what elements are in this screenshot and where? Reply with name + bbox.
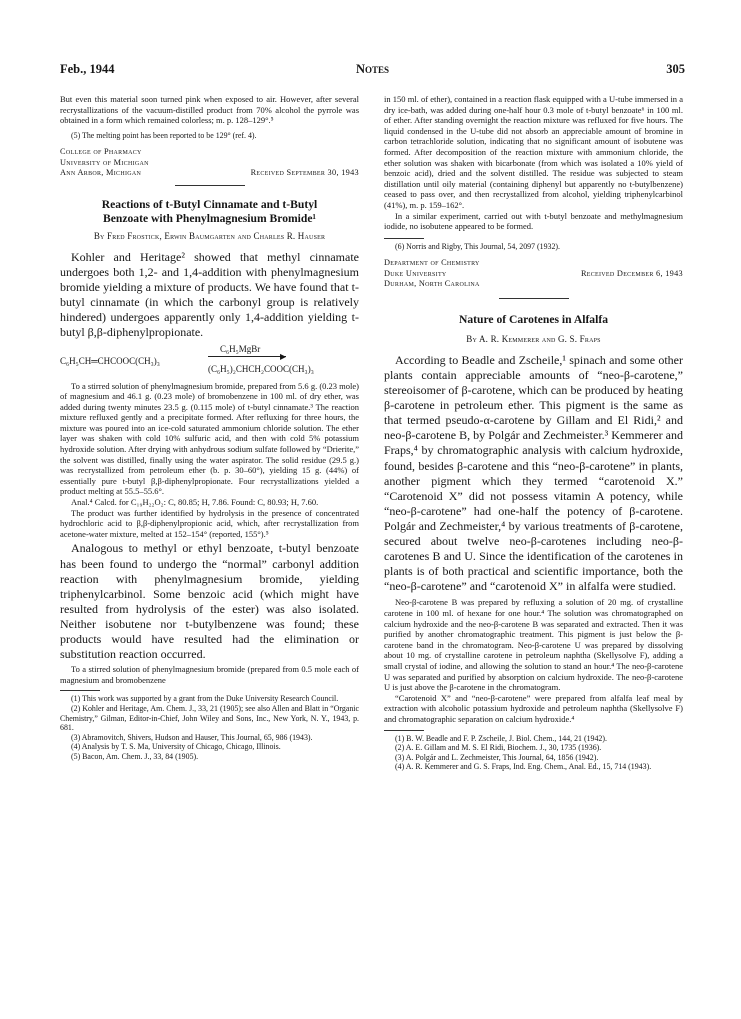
analysis-paragraph: Anal.⁴ Calcd. for C₁₉H₂₂O₂: C, 80.85; H, 7.86. Found: C, 80.93; H, 7.60.	[71, 497, 319, 508]
affiliation-block	[384, 258, 683, 289]
affiliation-line: Duke University	[384, 268, 447, 278]
experimental-paragraph: To a stirred solution of phenylmagnesium bromide (prepared from 0.5 mole each of magnesium and bromobenzene	[60, 664, 359, 685]
affiliation-line: University of Michigan	[60, 157, 149, 167]
footnote: (3) A. Polgár and L. Zechmeister, This Journal, 64, 1856 (1942).	[395, 752, 599, 762]
footnote: (1) B. W. Beadle and F. P. Zscheile, J. Biol. Chem., 144, 21 (1942).	[395, 733, 607, 743]
affiliation-line: Ann Arbor, Michigan	[60, 167, 142, 177]
reagent-formula: C₆H₅MgBr	[220, 343, 261, 354]
issue-date: Feb., 1944	[60, 62, 115, 76]
footnotes	[384, 734, 683, 772]
footnote-6: (6) Norris and Rigby, This Journal, 54, 2097 (1932).	[395, 241, 561, 251]
footnote-divider	[384, 730, 424, 731]
author-byline: By Fred Frostick, Erwin Baumgarten and Charles R. Hauser	[93, 230, 326, 241]
footnote-divider	[384, 238, 424, 239]
experimental-paragraph: “Carotenoid X” and “neo-β-carotene” were prepared from alfalfa leaf meal by extraction with alcoholic potassium hydroxide and petroleum naphtha (Skellysolve F) and chromatographic separation on calcium hydroxide.⁴	[384, 692, 683, 724]
left-column	[60, 94, 359, 762]
body-paragraph: Analogous to methyl or ethyl benzoate, t-butyl benzoate has been found to undergo the “normal” carbonyl addition reaction with phenylmagnesium bromide, yielding triphenylcarbinol. Some benzoic acid (which might have resulted from hydrolysis of the ester) was also isolated. Neither isobutene nor t-butylbenzene was found; these products would have resulted had the elimination or substitution reaction occurred.	[60, 541, 359, 662]
received-date: Received December 6, 1943	[580, 268, 683, 278]
article-title: Reactions of t-Butyl Cinnamate and t-Butyl	[101, 197, 318, 211]
reaction-arrow	[208, 356, 286, 357]
received-date: Received September 30, 1943	[250, 167, 359, 177]
product-formula: (C₆H₅)₂CHCH₂COOC(CH₃)₃	[208, 363, 314, 374]
affiliation-line: Department of Chemistry	[384, 258, 480, 268]
article-title: Benzoate with Phenylmagnesium Bromide¹	[103, 211, 316, 225]
intro-paragraph: According to Beadle and Zscheile,¹ spinach and some other plants contain appreciable amounts of “neo-β-carotene,” stereoisomer of β-carotene, which can be produced by heating β-carotene in petroleum ether. This pigment is the same as that termed pseudo-α-carotene by Gillam and El Ridi,² and neo-β-carotene B, by Polgár and Zechmeister.³ Kemmerer and Fraps,⁴ by chromatographic analysis with calcium hydroxide, found, besides β-carotene and this “neo-β-carotene” in plants, another pigment which they termed “carotenoid X.” “Carotenoid X” did not possess vitamin A potency, while “neo-β-carotene” had one-half the potency of β-carotene. Polgár and Zechmeister,⁴ by various treatments of β-carotene, secured about twelve neo-β-carotenes including neo-β-carotenes B and U. Since the identification of the carotenes in plants is of both practical and scientific importance, both the “neo-β-carotene” and “carotenoid X” in alfalfa were studied.	[384, 352, 683, 594]
author-byline: By A. R. Kemmerer and G. S. Fraps	[466, 333, 601, 344]
footnote: (2) A. E. Gillam and M. S. El Ridi, Biochem. J., 30, 1735 (1936).	[395, 743, 602, 753]
body-paragraph: In a similar experiment, carried out with t-butyl benzoate and methylmagnesium iodide, no isobutene appeared to be formed.	[384, 210, 683, 232]
article-divider	[175, 185, 245, 186]
right-column	[384, 94, 683, 772]
footnote: (2) Kohler and Heritage, Am. Chem. J., 33, 21 (1905); see also Allen and Blatt in “Organic Chemistry,” Gilman, Editor-in-Chief, John Wiley and Sons, Inc., New York, N. Y., 1943, p. 681.	[60, 703, 359, 733]
running-header	[60, 62, 685, 80]
experimental-paragraph: Neo-β-carotene B was prepared by refluxing a solution of 20 mg. of crystalline carotene in 100 ml. of hexane for one hour.⁴ The solution was chromatographed on calcium hydroxide and the neo-β-carotene B was separated and extracted. Then it was purified by another chromatographic treatment. This pigment is just below the β-carotene band in the chromatogram. Neo-β-carotene U was prepared by dissolving about 10 mg. of crystalline carotene in petroleum naphtha (Skellysolve F), adding a small crystal of iodine, and allowing the solution to stand an hour.⁴ The neo-β-carotene U was separated and purified by absorption on calcium hydroxide. The neo-β-carotene U is just above the β-carotene in the chromatogram.	[384, 597, 683, 693]
footnotes	[60, 694, 359, 761]
footnote-5: (5) The melting point has been reported to be 129° (ref. 4).	[71, 130, 257, 140]
footnote: (4) A. R. Kemmerer and G. S. Fraps, Ind. Eng. Chem., Anal. Ed., 15, 714 (1943).	[395, 762, 652, 772]
experimental-paragraph: The product was further identified by hydrolysis in the presence of concentrated hydrochloric acid to β,β-diphenylpropionic acid, which, after recrystallization from acetone-water mixture, melted at 152–154° (reported, 155°).⁵	[60, 507, 359, 539]
continued-paragraph: But even this material soon turned pink when exposed to air. However, after several recrystallizations of the vacuum-distilled product from 70% alcohol the pyrrole was obtained in a form which remained colorless; m. p. 128–129°.⁵	[60, 94, 359, 126]
article-heading	[60, 198, 359, 242]
affiliation-line: College of Pharmacy	[60, 147, 142, 157]
continued-paragraph: in 150 ml. of ether), contained in a reaction flask equipped with a U-tube immersed in a dry ice-bath, was added during one-half hour 0.3 mole of t-butyl benzoate⁶ in 100 ml. of ether. After standing overnight the reaction mixture was refluxed for five hours. The liquid condensed in the U-tube did not absorb an appreciable amount of bromine in carbon tetrachloride solution, indicating that no significant amount of isobutene was formed. After decomposition of the reaction mixture with ammonium chloride, the ether solution was shaken with bicarbonate (from which was isolated a 10% yield of benzoic acid), dried and the solvent distilled. The residue was subjected to steam distillation until oily material (containing diphenyl but apparently no t-butylbenzene) ceased to pass over, and then recrystallized from alcohol, yielding triphenylcarbinol (41%), m. p. 159–162°.	[384, 94, 683, 210]
section-name: Notes	[355, 62, 390, 76]
footnote: (3) Abramovitch, Shivers, Hudson and Hauser, This Journal, 65, 986 (1943).	[71, 732, 313, 742]
footnote: (1) This work was supported by a grant from the Duke University Research Council.	[71, 694, 339, 704]
article-heading	[384, 313, 683, 345]
footnote-divider	[60, 690, 100, 691]
article-divider	[499, 298, 569, 299]
reaction-equation	[60, 344, 359, 378]
experimental-paragraph: To a stirred solution of phenylmagnesium bromide, prepared from 5.6 g. (0.23 mole) of magnesium and 46.1 g. (0.23 mole) of bromobenzene in 100 ml. of dry ether, was added during twenty minutes 23.5 g. (0.115 mole) of t-butyl cinnamate.³ The reaction mixture refluxed gently and a precipitate formed. After refluxing for three hours, the mixture was poured into an ice-cold saturated ammonium chloride solution. The ether layer was shaken with cold 10% sulfuric acid, and then with cold 5% potassium hydroxide solution. After drying with anhydrous sodium sulfate followed by “Drierite,” the solvent was distilled, finally using the water aspirator. The solid residue (29.5 g.) was recrystallized from petroleum ether (b. p. 30–60°), yielding 15 g. (44%) of essentially pure t-butyl β,β-diphenylpropionate. Four recrystallizations yielded a product melting at 55.5–55.6°.	[60, 380, 359, 497]
intro-paragraph: Kohler and Heritage² showed that methyl cinnamate undergoes both 1,2- and 1,4-addition with phenylmagnesium bromide yielding a mixture of products. We have found that t-butyl cinnamate (in which the carbonyl group is relatively hindered) undergoes apparently only 1,4-addition yielding t-butyl β,β-diphenylpropionate.	[60, 249, 359, 340]
affiliation-block	[60, 147, 359, 178]
page-number: 305	[666, 62, 685, 76]
footnote: (5) Bacon, Am. Chem. J., 33, 84 (1905).	[71, 751, 199, 761]
arrow-head-icon: ▶	[280, 351, 287, 361]
affiliation-line: Durham, North Carolina	[384, 278, 480, 288]
article-title: Nature of Carotenes in Alfalfa	[459, 312, 608, 326]
reactant-formula: C₆H₅CH═CHCOOC(CH₃)₃	[60, 355, 160, 366]
footnote: (4) Analysis by T. S. Ma, University of Chicago, Chicago, Illinois.	[71, 742, 281, 752]
